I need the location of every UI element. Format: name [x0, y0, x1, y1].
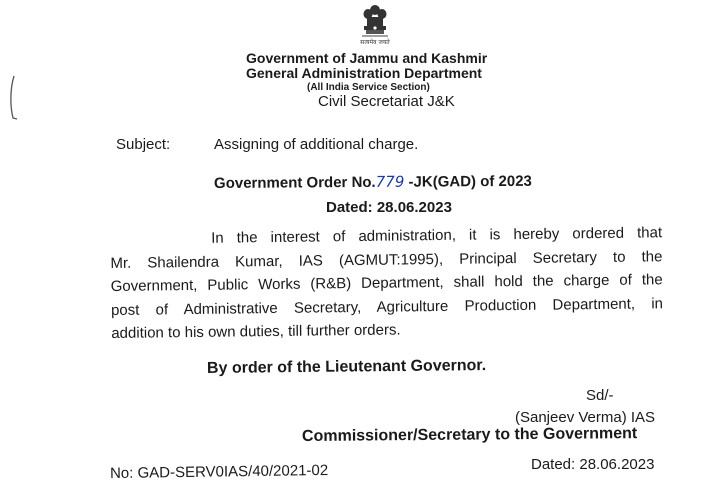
footer-date: Dated: 28.06.2023: [531, 456, 655, 473]
order-body: [110, 221, 663, 345]
order-number-handwritten: 779: [375, 172, 405, 191]
body-line: post of Administrative Secretary, Agriculture Production Department, in: [110, 294, 664, 319]
state-emblem-icon: [358, 3, 392, 47]
signed-mark: Sd/-: [586, 387, 614, 404]
body-line: Government, Public Works (R&B) Department, shall hold the charge of the: [110, 271, 663, 295]
body-line: In the interest of administration, it is hereby ordered that: [211, 224, 663, 247]
government-heading: Government of Jammu and Kashmir: [246, 50, 488, 66]
subject-label: Subject:: [116, 136, 171, 153]
by-order-line: By order of the Lieutenant Governor.: [206, 357, 487, 377]
signatory-designation: Commissioner/Secretary to the Government: [301, 425, 638, 445]
emblem-motto: सत्यमेव जयते: [360, 39, 390, 46]
section-heading: (All India Service Section): [307, 82, 430, 93]
department-heading: General Administration Department: [246, 65, 482, 81]
order-prefix: Government Order No.: [213, 173, 376, 192]
subject-text: Assigning of additional charge.: [214, 136, 419, 153]
margin-scan-mark: [8, 74, 20, 124]
reference-number: No: GAD-SERV0IAS/40/2021-02: [109, 461, 329, 482]
order-number-line: [214, 172, 532, 192]
office-heading: Civil Secretariat J&K: [318, 93, 455, 110]
body-line: addition to his own duties, till further orders.: [111, 321, 401, 342]
signatory-name: (Sanjeev Verma) IAS: [515, 409, 656, 426]
order-suffix: -JK(GAD) of 2023: [408, 172, 532, 191]
body-line: Mr. Shailendra Kumar, IAS (AGMUT:1995), Principal Secretary to the: [110, 247, 663, 272]
order-date: Dated: 28.06.2023: [326, 199, 452, 216]
